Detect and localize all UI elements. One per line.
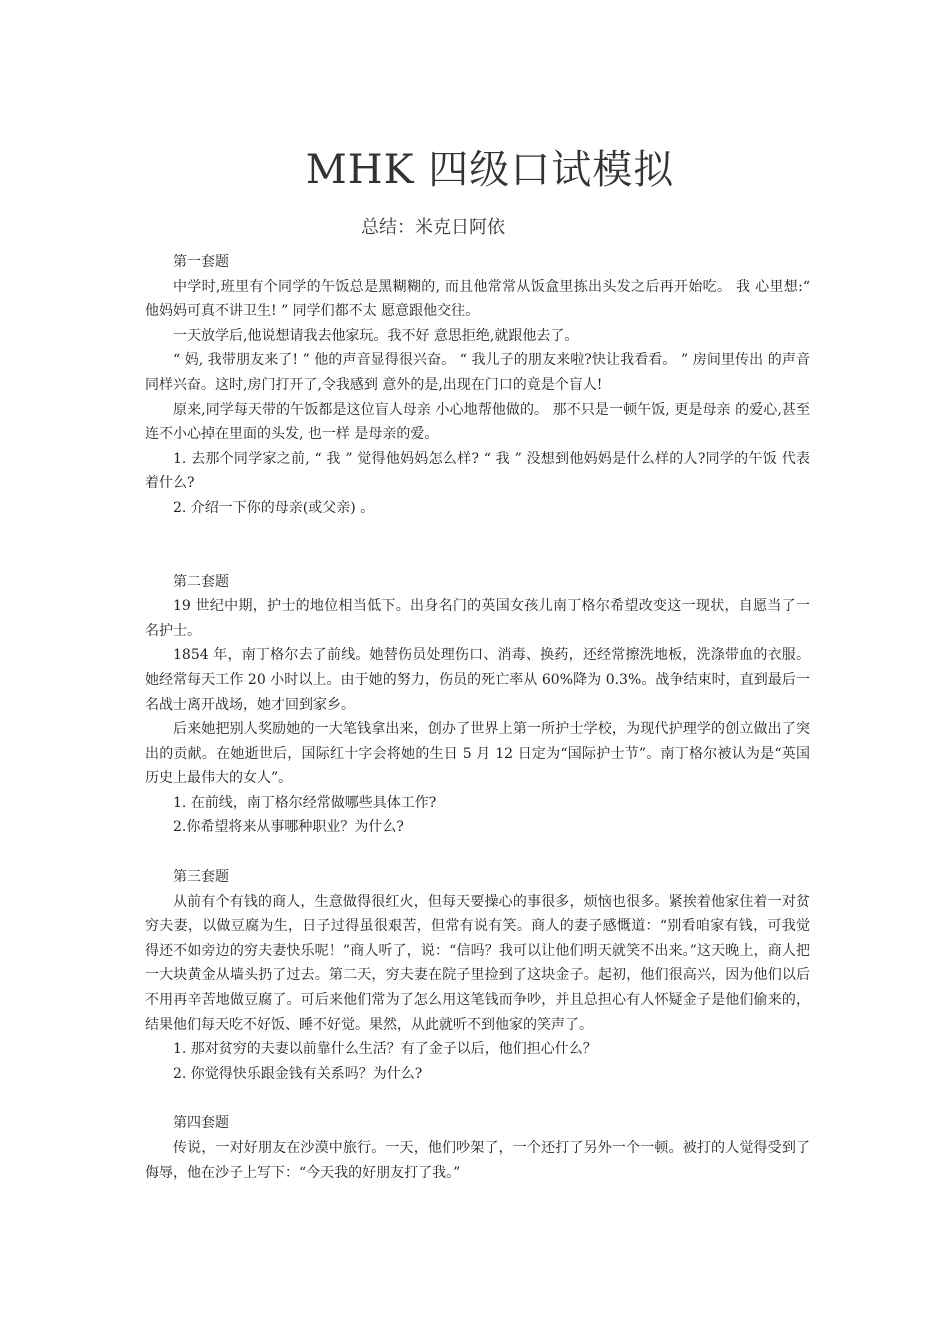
question: 2. 你觉得快乐跟金钱有关系吗？为什么? — [173, 1065, 423, 1082]
paragraph: 中学时,班里有个同学的午饭总是黑糊糊的, 而且他常常从饭盒里拣出头发之后再开始吃。 我 心里想:“ 他妈妈可真不讲卫生! ” 同学们都不太 愿意跟他交往。 — [145, 278, 810, 320]
question: 1. 那对贫穷的夫妻以前靠什么生活？有了金子以后，他们担心什么？ — [173, 1041, 597, 1058]
section-3 — [145, 865, 810, 1086]
paragraph: 原来,同学每天带的午饭都是这位盲人母亲 小心地帮他做的。 那不只是一顿午饭, 更是母亲 的爱心,甚至连不小心掉在里面的头发, 也一样 是母亲的爱。 — [145, 401, 810, 443]
section-heading: 第一套题 — [173, 254, 229, 270]
section-2 — [145, 570, 810, 841]
paragraph: 传说，一对好朋友在沙漠中旅行。一天，他们吵架了，一个还打了另外一个一顿。被打的人觉得受到了侮辱，他在沙子上写下：“今天我的好朋友打了我。” — [145, 1140, 810, 1181]
paragraph: 一天放学后,他说想请我去他家玩。我不好 意思拒绝,就跟他去了。 — [173, 327, 579, 344]
section-heading: 第二套题 — [173, 573, 229, 590]
paragraph: 19 世纪中期，护士的地位相当低下。出身名门的英国女孩儿南丁格尔希望改变这一现状，自愿当了一名护士。 — [145, 598, 810, 639]
paragraph: “ 妈, 我带朋友来了! ” 他的声音显得很兴奋。 “ 我儿子的朋友来啦?快让我看看。 ” 房间里传出 的声音同样兴奋。这时,房门打开了,令我感到 意外的是,出现在门口的竟是个盲人! — [145, 352, 810, 393]
section-spacer — [145, 1086, 810, 1111]
author-line: 总结：米克日阿依 — [361, 217, 505, 238]
section-1 — [145, 250, 810, 521]
section-heading: 第三套题 — [173, 869, 229, 886]
section-4 — [145, 1111, 810, 1185]
question: 1. 在前线，南丁格尔经常做哪些具体工作? — [173, 794, 437, 811]
question: 2.你希望将来从事哪种职业？为什么? — [173, 819, 404, 836]
question: 1. 去那个同学家之前, “ 我 ” 觉得他妈妈怎么样? “ 我 ” 没想到他妈妈是什么样的人?同学的午饭 代表着什么? — [145, 450, 810, 492]
section-heading: 第四套题 — [173, 1115, 229, 1132]
paragraph: 从前有个有钱的商人，生意做得很红火，但每天要操心的事很多，烦恼也很多。紧挨着他家住着一对贫穷夫妻，以做豆腐为生，日子过得虽很艰苦，但常有说有笑。商人的妻子感慨道：“别看咱家有钱，可我觉得还不如旁边的穷夫妻快乐呢！”商人听了，说：“信吗？我可以让他们明天就笑不出来。”这天晚上，商人把一大块黄金从墙头扔了过去。第二天，穷夫妻在院子里捡到了这块金子。起初，他们很高兴，因为他们以后不用再辛苦地做豆腐了。可后来他们常为了怎么用这笔钱而争吵，并且总担心有人怀疑金子是他们偷来的，结果他们每天吃不好饭、睡不好觉。果然，从此就听不到他家的笑声了。 — [145, 893, 810, 1033]
question: 2. 介绍一下你的母亲(或父亲) 。 — [173, 499, 375, 516]
section-spacer — [145, 521, 810, 570]
paragraph: 1854 年，南丁格尔去了前线。她替伤员处理伤口、消毒、换药，还经常擦洗地板，洗涤带血的衣服。她经常每天工作 20 小时以上。由于她的努力，伤员的死亡率从 60%降为 0.3%。战争结束时，直到最后一名战士离开战场，她才回到家乡。 — [145, 647, 810, 713]
document-body — [145, 250, 810, 1185]
section-spacer — [145, 840, 810, 865]
document-title: MHK 四级口试模拟 — [305, 147, 675, 193]
paragraph: 后来她把别人奖励她的一大笔钱拿出来，创办了世界上第一所护士学校，为现代护理学的创立做出了突出的贡献。在她逝世后，国际红十字会将她的生日 5 月 12 日定为“国际护士节”。南丁格尔被认为是“英国历史上最伟大的女人”。 — [145, 721, 810, 787]
